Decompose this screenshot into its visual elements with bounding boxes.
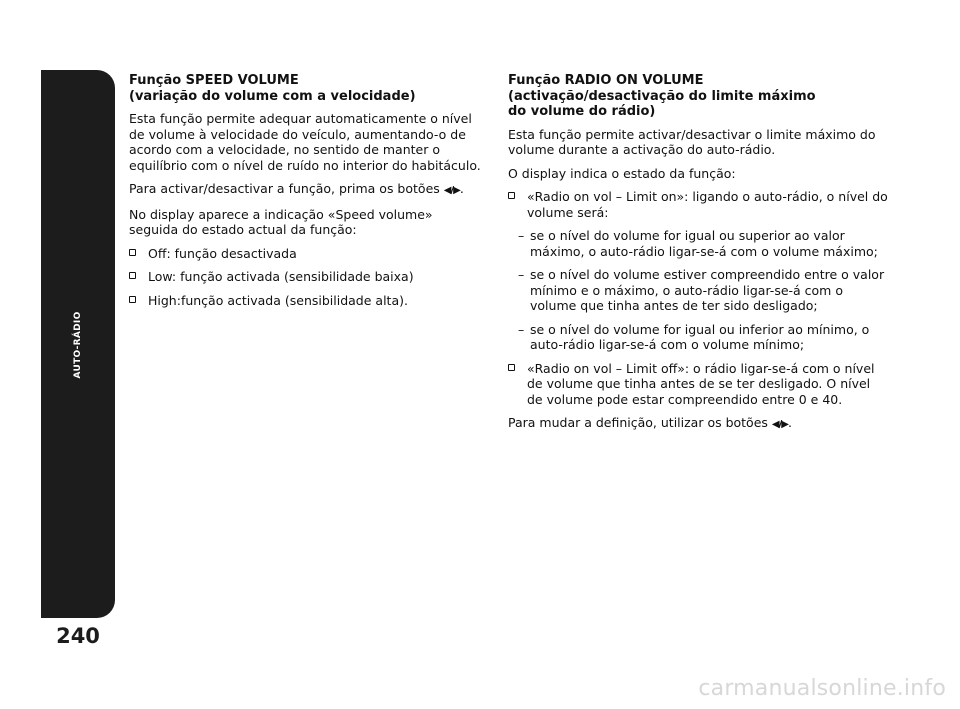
checkbox-square-icon <box>129 249 136 256</box>
paragraph-buttons <box>129 181 484 199</box>
dash-mark: – <box>518 267 525 282</box>
checkbox-square-icon <box>508 192 515 199</box>
dash-item-text: se o nível do volume for igual ou superior ao valor máximo, o auto-rádio ligar-se-á com o volume máximo; <box>530 228 878 259</box>
dash-mark: – <box>518 228 525 243</box>
speed-volume-heading <box>129 73 484 104</box>
dash-item <box>508 267 888 314</box>
page-number: 240 <box>56 624 100 648</box>
list-item-text: Low: função activada (sensibilidade baixa) <box>148 269 414 284</box>
checkbox-square-icon <box>129 272 136 279</box>
heading-line-2: (variação do volume com a velocidade) <box>129 88 416 104</box>
heading-line-2: (activação/desactivação do limite máximo <box>508 88 816 104</box>
paragraph-text: Para mudar a definição, utilizar os botões <box>508 415 768 430</box>
list-item-text: Off: função desactivada <box>148 245 297 261</box>
heading-line-1: Função SPEED VOLUME <box>129 73 299 88</box>
dash-mark: – <box>518 321 525 337</box>
period: . <box>787 415 792 430</box>
left-right-arrow-icon: ◀/▶ <box>443 185 460 196</box>
list-item-text: «Radio on vol – Limit off»: o rádio ligar-se-á com o nível de volume que tinha antes de se ter desligado. O nível de volume pode estar compreendido entre 0 e 40. <box>527 360 875 407</box>
list-item-text: High:função activada (sensibilidade alta). <box>148 292 408 308</box>
paragraph-buttons <box>508 415 888 433</box>
right-column <box>508 73 888 441</box>
dash-item <box>508 228 888 259</box>
paragraph: No display aparece a indicação «Speed volume» seguida do estado actual da função: <box>129 206 433 237</box>
list-item <box>129 293 484 309</box>
list-item <box>508 189 888 220</box>
list-item-text: «Radio on vol – Limit on»: ligando o auto-rádio, o nível do volume será: <box>527 189 888 220</box>
list-item <box>129 269 484 285</box>
left-column <box>129 73 484 316</box>
dash-item <box>508 322 888 353</box>
paragraph: O display indica o estado da função: <box>508 165 736 181</box>
radio-on-volume-heading <box>508 73 888 120</box>
checkbox-square-icon <box>129 296 136 303</box>
checkbox-square-icon <box>508 364 515 371</box>
list-item <box>129 246 484 262</box>
left-right-arrow-icon: ◀/▶ <box>771 419 788 430</box>
paragraph: Esta função permite activar/desactivar o limite máximo do volume durante a activação do auto-rádio. <box>508 126 876 157</box>
heading-line-1: Função RADIO ON VOLUME <box>508 73 704 88</box>
period: . <box>459 181 464 196</box>
list-item <box>508 361 888 408</box>
paragraph-text: Para activar/desactivar a função, prima os botões <box>129 181 440 196</box>
watermark: carmanualsonline.info <box>698 676 946 701</box>
paragraph: Esta função permite adequar automaticamente o nível de volume à velocidade do veículo, aumentando-o de acordo com a velocidade, no sentido de manter o equilíbrio com o nível de ruído no interior do habitáculo. <box>129 111 481 173</box>
section-label: AUTO-RÁDIO <box>73 311 83 379</box>
dash-item-text: se o nível do volume for igual ou inferior ao mínimo, o auto-rádio ligar-se-á com o volume mínimo; <box>530 321 870 352</box>
dash-item-text: se o nível do volume estiver compreendido entre o valor mínimo e o máximo, o auto-rádio ligar-se-á com o volume que tinha antes de ter sido desligado; <box>530 267 885 313</box>
heading-line-3: do volume do rádio) <box>508 104 656 119</box>
